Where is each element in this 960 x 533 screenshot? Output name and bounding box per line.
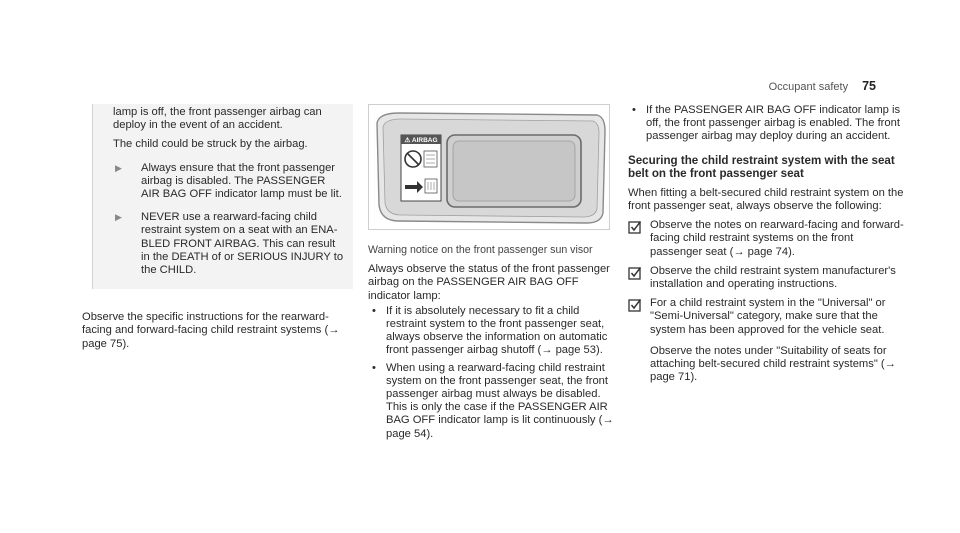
checklist-item <box>628 297 904 384</box>
figure-caption: Warning notice on the front passenger sun visor <box>368 244 593 256</box>
body-paragraph: Observe the specific instructions for the rearward-facing and forward-facing child restraint systems (→ page 75). <box>82 311 340 350</box>
arrow-bullet-icon: ▶ <box>115 162 122 173</box>
bullet-dot-icon: • <box>372 304 376 317</box>
page-number: 75 <box>862 79 876 93</box>
checklist-text: For a child restraint system in the "Universal" or "Semi-Universal" category, make sure that the system has been approved for the vehicle seat. <box>650 297 886 336</box>
list-item-text: If it is absolutely necessary to fit a child restraint system to the front passenger seat, always observe the information on automatic front passenger airbag shutoff (→ page 53). <box>386 304 608 357</box>
column-2 <box>368 104 620 445</box>
bullet-dot-icon: • <box>372 361 376 374</box>
warning-bullet-text: Always ensure that the front passenger airbag is disabled. The PASSENGER AIR BAG OFF indicator lamp must be lit. <box>141 161 342 201</box>
airbag-label: ⚠ AIRBAG <box>404 137 438 144</box>
checklist-note: Observe the notes under "Suitability of seats for attaching belt-secured child restraint systems" (→ page 71). <box>650 344 896 384</box>
arrow-bullet-icon: ▶ <box>115 212 122 223</box>
page-header <box>769 80 876 94</box>
warning-text: The child could be struck by the airbag. <box>113 138 308 151</box>
bullet-list <box>368 305 620 441</box>
sun-visor-illustration <box>369 105 609 229</box>
column-3 <box>628 104 904 384</box>
checklist-body <box>650 297 904 384</box>
list-item-text: If the PASSENGER AIR BAG OFF indicator lamp is off, the front passenger airbag is enabled. The front passenger airbag may deploy during an accident. <box>646 104 901 143</box>
list-item <box>368 362 620 441</box>
body-paragraph: When fitting a belt-secured child restraint system on the front passenger seat, always observe the following: <box>628 186 904 212</box>
warning-text: lamp is off, the front passenger airbag can deploy in the event of an accident. <box>113 106 322 132</box>
warning-bullet <box>113 211 345 277</box>
checklist-text: Observe the child restraint system manufacturer's installation and operating instructions. <box>650 264 896 291</box>
bullet-dot-icon: • <box>632 104 636 116</box>
body-paragraph: Always observe the status of the front passenger airbag on the PASSENGER AIR BAG OFF indicator lamp: <box>368 263 610 302</box>
checkbox-icon <box>628 297 650 384</box>
checklist-text: Observe the notes on rearward-facing and forward-facing child restraint systems on the front passenger seat (→ page 74). <box>650 219 904 258</box>
warning-bullet <box>113 162 345 202</box>
list-item-text: When using a rearward-facing child restraint system on the front passenger seat, the front passenger airbag must always be disabled. This is only the case if the PASSENGER AIR BAG OFF indicator lamp is lit continuously (→ page 54). <box>386 361 614 440</box>
section-title: Occupant safety <box>768 81 849 93</box>
warning-bullet-text: NEVER use a rearward-facing child restraint system on a seat with an ENABLED FRONT AIRBAG. This can result in the DEATH of or SERIOUS INJURY to the CHILD. <box>141 211 344 277</box>
checkbox-icon <box>628 219 650 259</box>
section-heading: Securing the child restraint system with the seat belt on the front passenger seat <box>628 153 895 181</box>
column-1 <box>82 104 354 351</box>
warning-box <box>92 104 353 289</box>
checkbox-icon <box>628 265 650 291</box>
list-item <box>368 305 620 358</box>
sun-visor-figure <box>368 104 610 230</box>
checklist-item <box>628 265 904 291</box>
list-item <box>628 104 904 144</box>
checklist-item <box>628 219 904 259</box>
